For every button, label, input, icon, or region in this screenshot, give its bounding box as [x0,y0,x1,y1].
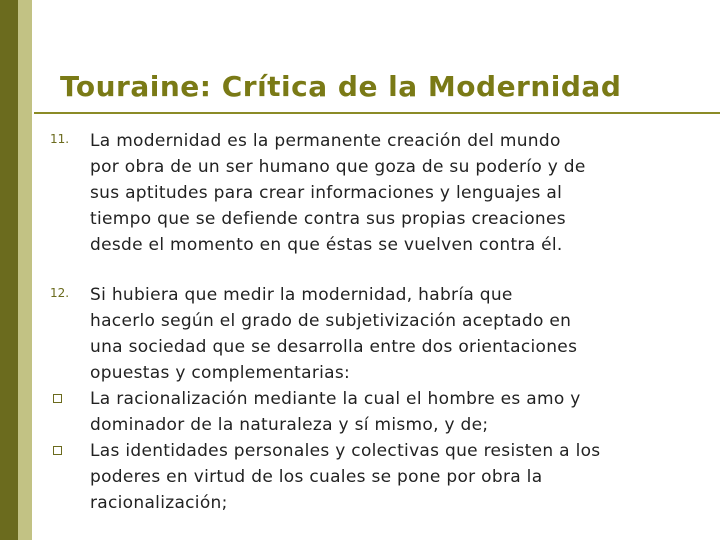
title-divider [34,112,720,114]
item-text: Si hubiera que medir la modernidad, habría que hacerlo según el grado de subjetivización aceptado en una sociedad que se desarrolla entre dos orientaciones opuestas y complementarias: [90,285,578,383]
slide-title: Touraine: Crítica de la Modernidad [60,70,622,103]
side-bar-light [18,0,32,540]
item-text: Las identidades personales y colectivas que resisten a los poderes en virtud de los cuales se pone por obra la racionalización; [90,441,601,513]
item-number: 11. [50,132,70,146]
item-text: La modernidad es la permanente creación del mundo por obra de un ser humano que goza de su poderío y de sus aptitudes para crear informaciones y lenguajes al tiempo que se defiende contra sus propias creaciones desde el momento en que éstas se vuelven contra él. [90,131,586,255]
square-bullet-icon [53,446,62,455]
item-number: 12. [50,286,70,300]
side-bar-dark [0,0,18,540]
item-text: La racionalización mediante la cual el hombre es amo y dominador de la naturaleza y sí mismo, y de; [90,389,581,435]
square-bullet-icon [53,394,62,403]
